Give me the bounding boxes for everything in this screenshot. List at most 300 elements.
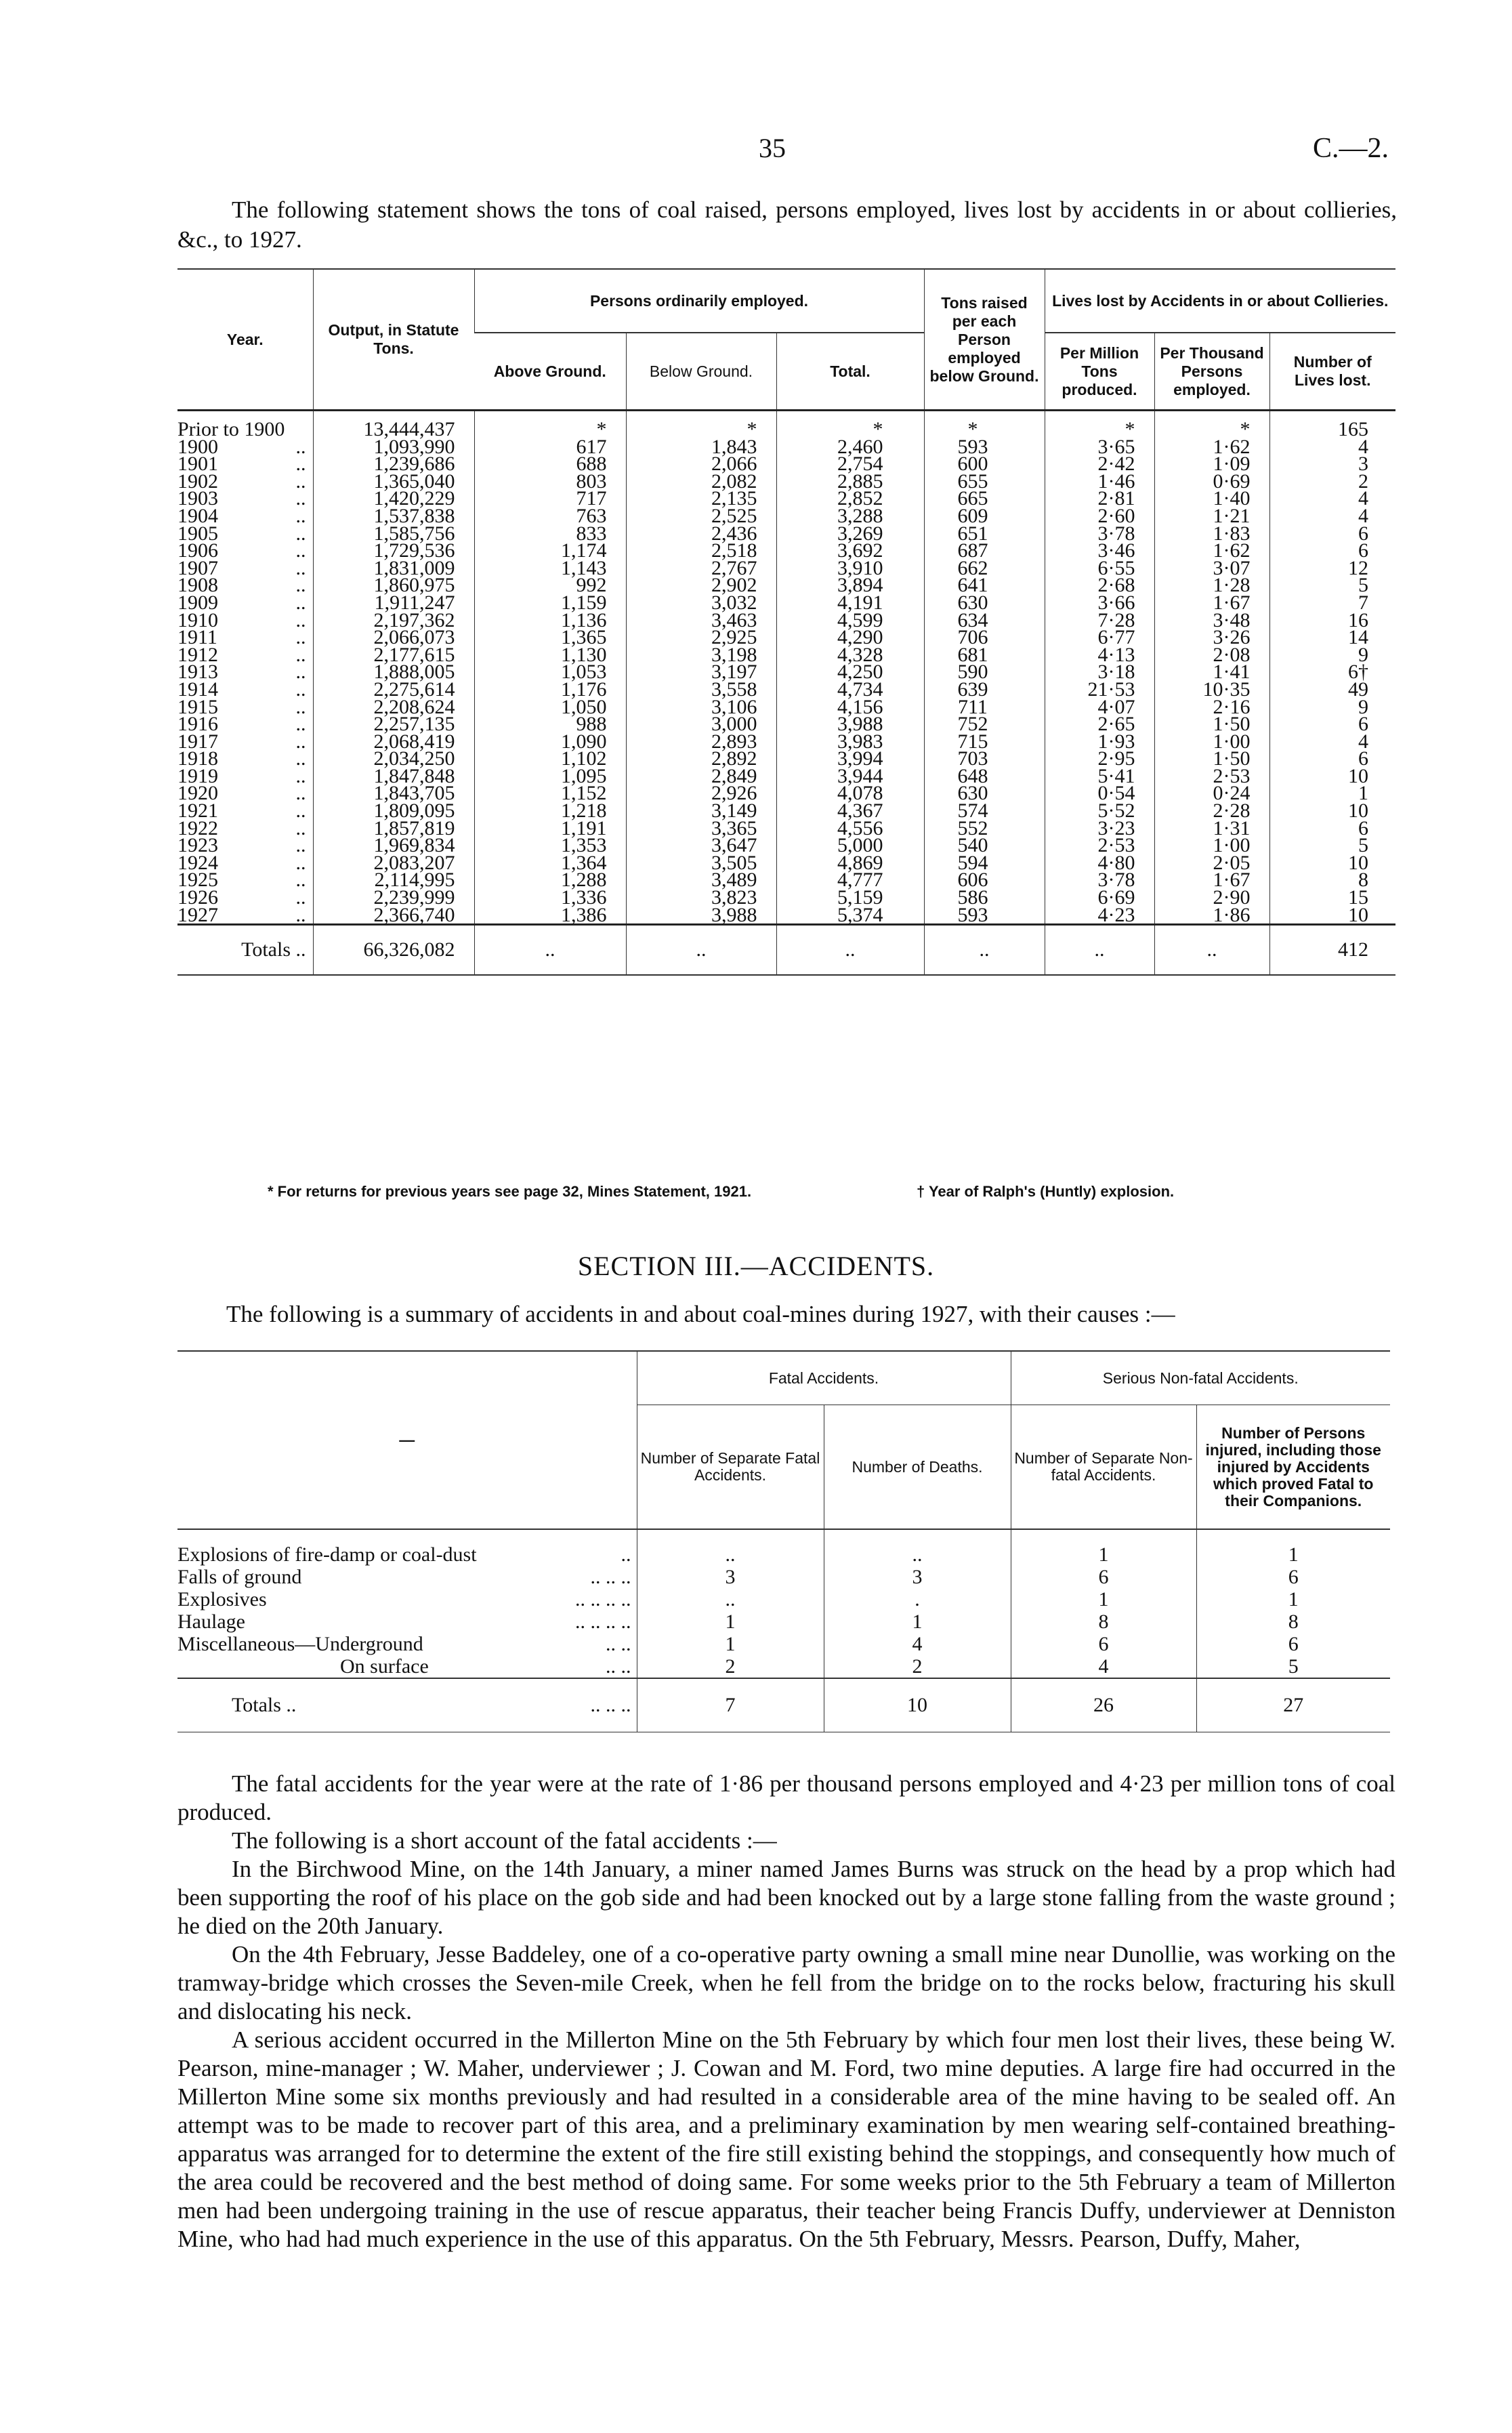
tons-per-person-cell: 641	[924, 577, 1045, 594]
per-thousand-cell: 1·83	[1154, 525, 1269, 543]
above-ground-cell: 617	[474, 438, 626, 456]
leader-dots: ..	[295, 678, 306, 701]
year-cell: 1920	[177, 782, 218, 805]
table-footnotes	[0, 1183, 1512, 1210]
body-paragraph: The following is a short account of the fatal accidents :—	[232, 1827, 777, 1854]
above-ground-cell: 1,102	[474, 750, 626, 768]
per-million-cell: 5·52	[1045, 802, 1154, 820]
per-million-cell: 1·93	[1045, 733, 1154, 751]
below-ground-cell: *	[626, 411, 776, 438]
fatal-accidents-narrative	[177, 1770, 1395, 2253]
table-row	[177, 1566, 1390, 1588]
header-above-ground: Above Ground.	[474, 333, 626, 411]
tons-per-person-cell: 606	[924, 871, 1045, 889]
year-cell: 1906	[177, 539, 218, 562]
tons-per-person-cell: 594	[924, 854, 1045, 872]
body-paragraph: On the 4th February, Jesse Baddeley, one of a co-operative party owning a small mine near Dunollie, was working on the tramway-bridge which crosses the Seven-mile Creek, when he fell from the bridge on to the rocks below, fracturing his skull and dislocating his neck.	[177, 1941, 1395, 2024]
per-million-cell: 2·65	[1045, 715, 1154, 733]
per-thousand-cell: 3·07	[1154, 560, 1269, 577]
year-cell: 1908	[177, 574, 218, 597]
per-thousand-cell: 10·35	[1154, 681, 1269, 699]
total-cell: 3,910	[776, 560, 924, 577]
total-cell: 4,156	[776, 699, 924, 716]
lives-lost-cell: 15	[1269, 889, 1395, 907]
totals-per-million: ..	[1045, 925, 1154, 976]
per-million-cell: 2·95	[1045, 750, 1154, 768]
output-cell: 2,114,995	[313, 871, 474, 889]
leader-dots: ..	[295, 886, 306, 909]
totals-separate-nonfatal: 26	[1011, 1678, 1196, 1732]
total-cell: 2,885	[776, 473, 924, 491]
per-thousand-cell: 3·26	[1154, 629, 1269, 646]
intro-paragraph: The following statement shows the tons of coal raised, persons employed, lives lost by accidents in or about collieries, &c., to 1927.	[177, 196, 1397, 253]
total-cell: 4,869	[776, 854, 924, 872]
deaths-cell: 2	[824, 1655, 1011, 1678]
separate-nonfatal-cell: 6	[1011, 1633, 1196, 1655]
persons-injured-cell: 8	[1196, 1610, 1390, 1633]
persons-injured-cell: 6	[1196, 1566, 1390, 1588]
year-cell: Prior to 1900	[177, 418, 285, 440]
table-row	[177, 1655, 1390, 1678]
leader-dots: ..	[295, 487, 306, 510]
output-cell: 1,093,990	[313, 438, 474, 456]
total-cell: 4,556	[776, 820, 924, 837]
leader-dots: ..	[295, 782, 306, 805]
per-thousand-cell: 1·09	[1154, 455, 1269, 473]
above-ground-cell: 1,365	[474, 629, 626, 646]
per-thousand-cell: 0·24	[1154, 785, 1269, 802]
per-thousand-cell: 1·50	[1154, 750, 1269, 768]
per-thousand-cell: 1·00	[1154, 837, 1269, 854]
above-ground-cell: 1,095	[474, 768, 626, 785]
header-total: Total.	[776, 333, 924, 411]
tons-per-person-cell: 711	[924, 699, 1045, 716]
lives-lost-cell: 10	[1269, 768, 1395, 785]
leader-dots: ..	[295, 453, 306, 476]
per-thousand-cell: 2·53	[1154, 768, 1269, 785]
above-ground-cell: 1,386	[474, 907, 626, 925]
totals-separate-fatal: 7	[637, 1678, 824, 1732]
table-row	[177, 907, 1395, 925]
below-ground-cell: 2,925	[626, 629, 776, 646]
per-million-cell: 3·66	[1045, 594, 1154, 612]
total-cell: 4,078	[776, 785, 924, 802]
per-thousand-cell: 1·86	[1154, 907, 1269, 925]
lives-lost-cell: 4	[1269, 490, 1395, 507]
below-ground-cell: 2,518	[626, 542, 776, 560]
header-deaths: Number of Deaths.	[824, 1405, 1011, 1530]
output-cell: 1,847,848	[313, 768, 474, 785]
output-cell: 1,420,229	[313, 490, 474, 507]
tons-per-person-cell: 590	[924, 663, 1045, 681]
output-cell: 1,831,009	[313, 560, 474, 577]
below-ground-cell: 3,197	[626, 663, 776, 681]
below-ground-cell: 2,893	[626, 733, 776, 751]
output-cell: 2,197,362	[313, 612, 474, 629]
above-ground-cell: 1,218	[474, 802, 626, 820]
per-thousand-cell: 1·67	[1154, 594, 1269, 612]
tons-per-person-cell: 593	[924, 907, 1045, 925]
lives-lost-cell: 10	[1269, 802, 1395, 820]
total-cell: 2,460	[776, 438, 924, 456]
per-million-cell: 3·18	[1045, 663, 1154, 681]
tons-per-person-cell: 687	[924, 542, 1045, 560]
output-cell: 1,585,756	[313, 525, 474, 543]
above-ground-cell: 1,174	[474, 542, 626, 560]
below-ground-cell: 2,926	[626, 785, 776, 802]
leader-dots: ..	[295, 470, 306, 493]
output-cell: 2,275,614	[313, 681, 474, 699]
separate-nonfatal-cell: 4	[1011, 1655, 1196, 1678]
per-thousand-cell: 1·62	[1154, 542, 1269, 560]
above-ground-cell: 1,152	[474, 785, 626, 802]
lives-lost-cell: 6	[1269, 820, 1395, 837]
lives-lost-cell: 5	[1269, 837, 1395, 854]
tons-per-person-cell: 634	[924, 612, 1045, 629]
leader-dots: .. ..	[606, 1633, 631, 1655]
totals-row	[177, 925, 1395, 976]
per-million-cell: 3·23	[1045, 820, 1154, 837]
year-cell: 1927	[177, 903, 218, 926]
total-cell: 3,944	[776, 768, 924, 785]
leader-dots: ..	[295, 556, 306, 579]
cause-label: Falls of ground	[177, 1566, 302, 1588]
per-million-cell: 7·28	[1045, 612, 1154, 629]
output-cell: 2,239,999	[313, 889, 474, 907]
per-million-cell: 21·53	[1045, 681, 1154, 699]
output-cell: 1,843,705	[313, 785, 474, 802]
total-cell: *	[776, 411, 924, 438]
year-cell: 1905	[177, 522, 218, 545]
total-cell: 4,734	[776, 681, 924, 699]
total-cell: 4,290	[776, 629, 924, 646]
lives-lost-cell: 9	[1269, 646, 1395, 664]
below-ground-cell: 3,365	[626, 820, 776, 837]
per-million-cell: 2·81	[1045, 490, 1154, 507]
tons-per-person-cell: 574	[924, 802, 1045, 820]
output-cell: 1,809,095	[313, 802, 474, 820]
output-cell: 2,083,207	[313, 854, 474, 872]
leader-dots: ..	[295, 591, 306, 614]
leader-dots: ..	[295, 574, 306, 597]
leader-dots: ..	[295, 764, 306, 787]
total-cell: 5,000	[776, 837, 924, 854]
year-cell: 1913	[177, 661, 218, 684]
above-ground-cell: 688	[474, 455, 626, 473]
per-thousand-cell: 2·90	[1154, 889, 1269, 907]
year-cell: 1904	[177, 504, 218, 527]
per-million-cell: 3·78	[1045, 525, 1154, 543]
total-cell: 3,994	[776, 750, 924, 768]
total-cell: 4,191	[776, 594, 924, 612]
tons-per-person-cell: 662	[924, 560, 1045, 577]
below-ground-cell: 2,066	[626, 455, 776, 473]
year-cell: 1925	[177, 869, 218, 892]
below-ground-cell: 2,892	[626, 750, 776, 768]
below-ground-cell: 3,823	[626, 889, 776, 907]
lives-lost-cell: 9	[1269, 699, 1395, 716]
year-cell: 1926	[177, 886, 218, 909]
per-million-cell: 3·46	[1045, 542, 1154, 560]
header-number-lives-lost: Number of Lives lost.	[1269, 333, 1395, 411]
below-ground-cell: 1,843	[626, 438, 776, 456]
leader-dots: ..	[295, 522, 306, 545]
year-cell: 1902	[177, 470, 218, 493]
deaths-cell: 3	[824, 1566, 1011, 1588]
totals-total: ..	[776, 925, 924, 976]
separate-nonfatal-cell: 1	[1011, 1529, 1196, 1566]
below-ground-cell: 2,767	[626, 560, 776, 577]
accidents-totals-row	[177, 1678, 1390, 1732]
collieries-statistics-table	[177, 268, 1395, 976]
tons-per-person-cell: 540	[924, 837, 1045, 854]
tons-per-person-cell: 665	[924, 490, 1045, 507]
lives-lost-cell: 12	[1269, 560, 1395, 577]
total-cell: 4,328	[776, 646, 924, 664]
header-per-thousand-persons: Per Thousand Persons employed.	[1154, 333, 1269, 411]
lives-lost-cell: 6	[1269, 542, 1395, 560]
tons-per-person-cell: 703	[924, 750, 1045, 768]
totals-lives: 412	[1269, 925, 1395, 976]
per-million-cell: 2·60	[1045, 507, 1154, 525]
deaths-cell: 1	[824, 1610, 1011, 1633]
leader-dots: ..	[621, 1543, 631, 1566]
tons-per-person-cell: 752	[924, 715, 1045, 733]
lives-lost-cell: 4	[1269, 507, 1395, 525]
per-million-cell: 2·68	[1045, 577, 1154, 594]
below-ground-cell: 3,558	[626, 681, 776, 699]
above-ground-cell: 1,130	[474, 646, 626, 664]
cause-label: Explosions of fire-damp or coal-dust	[177, 1543, 477, 1566]
below-ground-cell: 2,436	[626, 525, 776, 543]
leader-dots: .. .. .. ..	[575, 1610, 631, 1633]
per-million-cell: 2·42	[1045, 455, 1154, 473]
per-million-cell: 4·80	[1045, 854, 1154, 872]
lives-lost-cell: 49	[1269, 681, 1395, 699]
lives-lost-cell: 1	[1269, 785, 1395, 802]
tons-per-person-cell: 593	[924, 438, 1045, 456]
below-ground-cell: 3,198	[626, 646, 776, 664]
separate-fatal-cell: ..	[637, 1588, 824, 1610]
totals-deaths: 10	[824, 1678, 1011, 1732]
separate-fatal-cell: 1	[637, 1610, 824, 1633]
lives-lost-cell: 14	[1269, 629, 1395, 646]
year-cell: 1922	[177, 816, 218, 839]
output-cell: 1,911,247	[313, 594, 474, 612]
per-thousand-cell: 2·28	[1154, 802, 1269, 820]
separate-fatal-cell: 1	[637, 1633, 824, 1655]
table-row	[177, 1610, 1390, 1633]
header-persons-injured: Number of Persons injured, including those injured by Accidents which proved Fatal to their Companions.	[1196, 1405, 1390, 1530]
total-cell: 3,988	[776, 715, 924, 733]
cause-label: Haulage	[177, 1610, 245, 1633]
persons-injured-cell: 1	[1196, 1588, 1390, 1610]
total-cell: 3,692	[776, 542, 924, 560]
year-cell: 1909	[177, 591, 218, 614]
above-ground-cell: 1,143	[474, 560, 626, 577]
separate-nonfatal-cell: 6	[1011, 1566, 1196, 1588]
below-ground-cell: 2,902	[626, 577, 776, 594]
per-million-cell: *	[1045, 411, 1154, 438]
leader-dots: ..	[295, 539, 306, 562]
leader-dots: ..	[295, 713, 306, 736]
leader-dots: .. .. .. ..	[575, 1588, 631, 1610]
lives-lost-cell: 3	[1269, 455, 1395, 473]
below-ground-cell: 3,505	[626, 854, 776, 872]
per-million-cell: 0·54	[1045, 785, 1154, 802]
leader-dots: ..	[295, 869, 306, 892]
per-million-cell: 6·69	[1045, 889, 1154, 907]
below-ground-cell: 3,988	[626, 907, 776, 925]
total-cell: 3,269	[776, 525, 924, 543]
tons-per-person-cell: 655	[924, 473, 1045, 491]
totals-output: 66,326,082	[313, 925, 474, 976]
output-cell: 2,208,624	[313, 699, 474, 716]
per-thousand-cell: 1·62	[1154, 438, 1269, 456]
leader-dots: .. .. ..	[590, 1694, 631, 1716]
total-cell: 4,599	[776, 612, 924, 629]
output-cell: 1,860,975	[313, 577, 474, 594]
per-thousand-cell: 3·48	[1154, 612, 1269, 629]
accidents-totals-label: Totals ..	[232, 1694, 297, 1716]
per-million-cell: 4·23	[1045, 907, 1154, 925]
leader-dots: ..	[295, 747, 306, 770]
header-output: Output, in Statute Tons.	[313, 269, 474, 411]
output-cell: 13,444,437	[313, 411, 474, 438]
per-million-cell: 4·07	[1045, 699, 1154, 716]
lives-lost-cell: 16	[1269, 612, 1395, 629]
total-cell: 3,983	[776, 733, 924, 751]
leader-dots: ..	[295, 643, 306, 666]
tons-per-person-cell: 715	[924, 733, 1045, 751]
per-thousand-cell: *	[1154, 411, 1269, 438]
separate-nonfatal-cell: 8	[1011, 1610, 1196, 1633]
tons-per-person-cell: 630	[924, 785, 1045, 802]
per-million-cell: 6·77	[1045, 629, 1154, 646]
deaths-cell: 4	[824, 1633, 1011, 1655]
per-million-cell: 4·13	[1045, 646, 1154, 664]
total-cell: 3,894	[776, 577, 924, 594]
year-cell: 1917	[177, 730, 218, 753]
tons-per-person-cell: 639	[924, 681, 1045, 699]
output-cell: 1,857,819	[313, 820, 474, 837]
year-cell: 1918	[177, 747, 218, 770]
year-cell: 1915	[177, 695, 218, 718]
header-year: Year.	[177, 269, 313, 411]
per-thousand-cell: 1·67	[1154, 871, 1269, 889]
per-thousand-cell: 1·50	[1154, 715, 1269, 733]
lives-lost-cell: 6	[1269, 715, 1395, 733]
leader-dots: ..	[295, 834, 306, 857]
per-thousand-cell: 1·00	[1154, 733, 1269, 751]
header-persons-employed: Persons ordinarily employed.	[474, 269, 924, 333]
above-ground-cell: 717	[474, 490, 626, 507]
totals-per-thousand: ..	[1154, 925, 1269, 976]
above-ground-cell: 1,336	[474, 889, 626, 907]
tons-per-person-cell: 630	[924, 594, 1045, 612]
per-thousand-cell: 0·69	[1154, 473, 1269, 491]
output-cell: 1,239,686	[313, 455, 474, 473]
header-per-million-tons: Per Million Tons produced.	[1045, 333, 1154, 411]
totals-above: ..	[474, 925, 626, 976]
tons-per-person-cell: 586	[924, 889, 1045, 907]
section-title: SECTION III.—ACCIDENTS.	[577, 1251, 935, 1281]
cause-label: Miscellaneous—Underground	[177, 1633, 423, 1655]
leader-dots: .. .. ..	[590, 1566, 631, 1588]
tons-per-person-cell: 552	[924, 820, 1045, 837]
deaths-cell: .	[824, 1588, 1011, 1610]
lives-lost-cell: 4	[1269, 733, 1395, 751]
leader-dots: ..	[295, 661, 306, 684]
above-ground-cell: 1,364	[474, 854, 626, 872]
lives-lost-cell: 4	[1269, 438, 1395, 456]
per-thousand-cell: 2·08	[1154, 646, 1269, 664]
above-ground-cell: 1,159	[474, 594, 626, 612]
per-thousand-cell: 2·05	[1154, 854, 1269, 872]
lives-lost-cell: 165	[1269, 411, 1395, 438]
total-cell: 3,288	[776, 507, 924, 525]
below-ground-cell: 3,106	[626, 699, 776, 716]
per-million-cell: 6·55	[1045, 560, 1154, 577]
persons-injured-cell: 5	[1196, 1655, 1390, 1678]
page-number: 35	[759, 133, 786, 163]
totals-tons: ..	[924, 925, 1045, 976]
lives-lost-cell: 6†	[1269, 663, 1395, 681]
table-row	[177, 1633, 1390, 1655]
per-thousand-cell: 1·40	[1154, 490, 1269, 507]
year-cell: 1923	[177, 834, 218, 857]
year-cell: 1919	[177, 764, 218, 787]
total-cell: 5,159	[776, 889, 924, 907]
collieries-table-body	[177, 411, 1395, 925]
below-ground-cell: 2,525	[626, 507, 776, 525]
year-cell: 1921	[177, 799, 218, 823]
year-cell: 1907	[177, 556, 218, 579]
accidents-summary-table	[177, 1350, 1390, 1732]
year-cell: 1900	[177, 435, 218, 458]
header-separate-nonfatal: Number of Separate Non-fatal Accidents.	[1011, 1405, 1196, 1530]
header-nonfatal-accidents: Serious Non-fatal Accidents.	[1011, 1351, 1390, 1405]
output-cell: 1,729,536	[313, 542, 474, 560]
leader-dots: ..	[295, 903, 306, 926]
below-ground-cell: 3,463	[626, 612, 776, 629]
year-cell: 1910	[177, 608, 218, 631]
year-cell: 1903	[177, 487, 218, 510]
total-cell: 2,754	[776, 455, 924, 473]
leader-dots: ..	[295, 816, 306, 839]
body-paragraph: The fatal accidents for the year were at the rate of 1·86 per thousand persons employed and 4·23 per million tons of coal produced.	[177, 1770, 1395, 1825]
total-cell: 4,250	[776, 663, 924, 681]
above-ground-cell: 1,353	[474, 837, 626, 854]
output-cell: 1,888,005	[313, 663, 474, 681]
above-ground-cell: 1,136	[474, 612, 626, 629]
per-million-cell: 2·53	[1045, 837, 1154, 854]
per-thousand-cell: 1·31	[1154, 820, 1269, 837]
persons-injured-cell: 6	[1196, 1633, 1390, 1655]
leader-dots: ..	[295, 435, 306, 458]
header-tons-per-person: Tons raised per each Person employed below Ground.	[924, 269, 1045, 411]
leader-dots: ..	[295, 695, 306, 718]
footnote-dagger: † Year of Ralph's (Huntly) explosion.	[917, 1183, 1175, 1200]
leader-dots: .. ..	[606, 1655, 631, 1678]
output-cell: 2,034,250	[313, 750, 474, 768]
below-ground-cell: 3,149	[626, 802, 776, 820]
below-ground-cell: 2,849	[626, 768, 776, 785]
above-ground-cell: 1,053	[474, 663, 626, 681]
totals-below: ..	[626, 925, 776, 976]
per-million-cell: 3·78	[1045, 871, 1154, 889]
leader-dots: ..	[295, 730, 306, 753]
